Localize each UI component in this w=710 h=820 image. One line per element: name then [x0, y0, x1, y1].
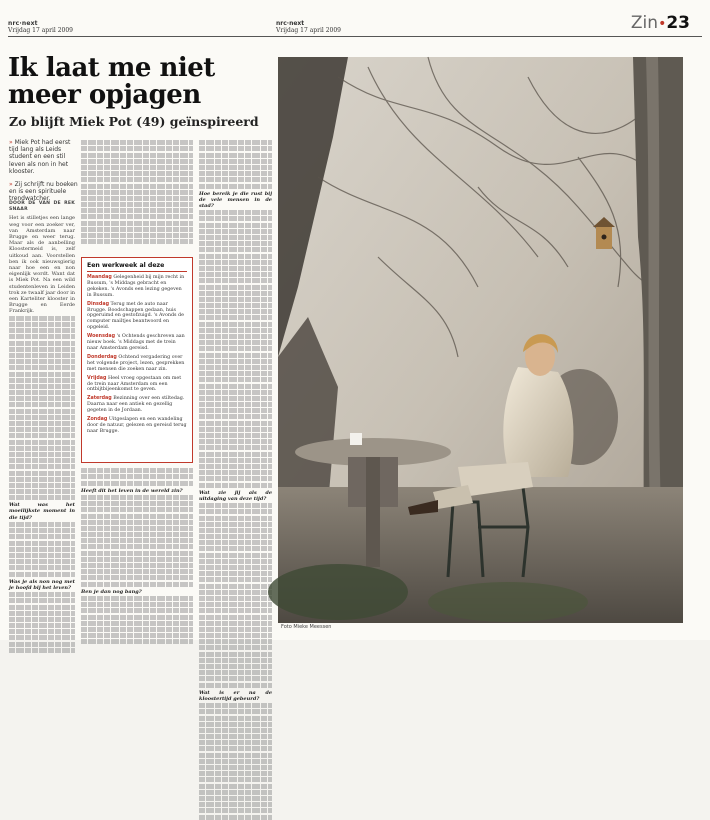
interview-question: Heeft dit het leven in de wereld zin? — [81, 487, 183, 494]
article-column-2-top — [81, 139, 193, 255]
interview-question: Wat was het moeilijkste moment in die tijd? — [9, 502, 75, 521]
header-rule — [8, 36, 702, 37]
article-intro: Het is stilletjes een lange weg voor een zoeker ver, van Amsterdam naar Brugge en weer terug. Maar als de aanbelling Kloostermeid is, zelf uitkoud aan. Voorstellen ben ik ook nieuwsgierig naar hoe een en non eigenlijk wordt. Want dat is Miek Pot. Na een wild studentenleven in Leiden trok ze twaalf jaar door in een Karteliter klooster in Brugge en Eerde Frankrijk. — [9, 215, 76, 315]
sidebar-box-werkweek — [81, 257, 193, 463]
bullet-arrow-icon: » — [9, 139, 15, 146]
photo-credit: Foto Mieke Meessen — [281, 624, 332, 630]
interview-question: Hoe bereik je die rust bij de vele mensen in de stad? — [199, 190, 272, 209]
garden-scene-image — [278, 57, 683, 623]
newspaper-name: nrc·next — [8, 20, 38, 27]
section-header — [631, 13, 690, 33]
subheadline: Zo blijft Miek Pot (49) geïnspireerd — [9, 114, 259, 129]
intro-bullets — [9, 139, 79, 209]
box-entry-donderdag: Donderdag Ochtend vergadering over het volgende project, lezen, gesprekken met mensen die zoeken naar zin. — [87, 354, 185, 372]
headline: Ik laat me niet meer opjagen — [8, 53, 215, 110]
page-header-left — [8, 20, 73, 34]
box-entry-woensdag: Woensdag 's Ochtends geschreven aan nieuw boek. 's Middags met de trein naar Amsterdam gereisd. — [87, 334, 185, 351]
interview-question: Was je als non nog met je hoofd bij het leven? — [9, 578, 75, 591]
newspaper-name-2: nrc·next — [276, 20, 305, 27]
article-column-2-bottom — [81, 467, 193, 631]
byline: DOOR DE VAN DE REK SNAAR — [9, 201, 75, 213]
section-name: Zin — [630, 13, 659, 33]
box-entry-zaterdag: Zaterdag Bezinning over een stiltedag. Daarna naar een antiek en gezellig gegeten in de Jordaan. — [87, 396, 185, 414]
issue-date: Vrijdag 17 april 2009 — [8, 27, 73, 34]
interview-question: Ben je dan nog bang? — [81, 588, 142, 595]
bullet-item: » Zij schrijft nu boeken en is een spirituele trendwatcher. — [9, 181, 78, 203]
article-column-1 — [9, 201, 75, 631]
bullet-item: » Miek Pot had eerst tijd lang als Leids student en een stil leven als non in het klooster. — [9, 139, 71, 175]
interview-question: Wat is er na de kloostertijd gebeurd? — [199, 689, 272, 702]
box-title: Een werkweek al deze — [87, 262, 187, 272]
interview-question: Wat zie jij als de uitdaging van deze tijd? — [199, 489, 272, 502]
article-column-3 — [199, 139, 272, 702]
box-entry-vrijdag: Vrijdag Heel vroeg opgestaan om met de trein naar Amsterdam om een ontbijtbijeenkomst te geven. — [87, 375, 182, 393]
issue-date-2: Vrijdag 17 april 2009 — [276, 27, 341, 34]
portrait-photo — [278, 57, 683, 623]
page-header-mid — [276, 20, 341, 34]
page-number: 23 — [666, 13, 690, 33]
box-entry-zondag: Zondag Uitgeslapen en een wandeling door de natuur, gelezen en gereisd terug naar Brugge. — [87, 417, 187, 434]
bullet-arrow-icon: » — [9, 181, 15, 189]
box-entry-dinsdag: Dinsdag Terug met de auto naar Brugge. Boodschappen gedaan, huis opgeruimd en gestofzuigd. 's Avonds de computer mailtjes beantwoord en opgeleid. — [87, 301, 184, 331]
section-dot-icon: • — [658, 16, 667, 32]
box-entry-maandag: Maandag Gelegenheid bij mijn recht in Bussum, 's Middags gebracht en gekeken. 's Avonds een lezing gegeven in Bussum. — [87, 275, 185, 298]
